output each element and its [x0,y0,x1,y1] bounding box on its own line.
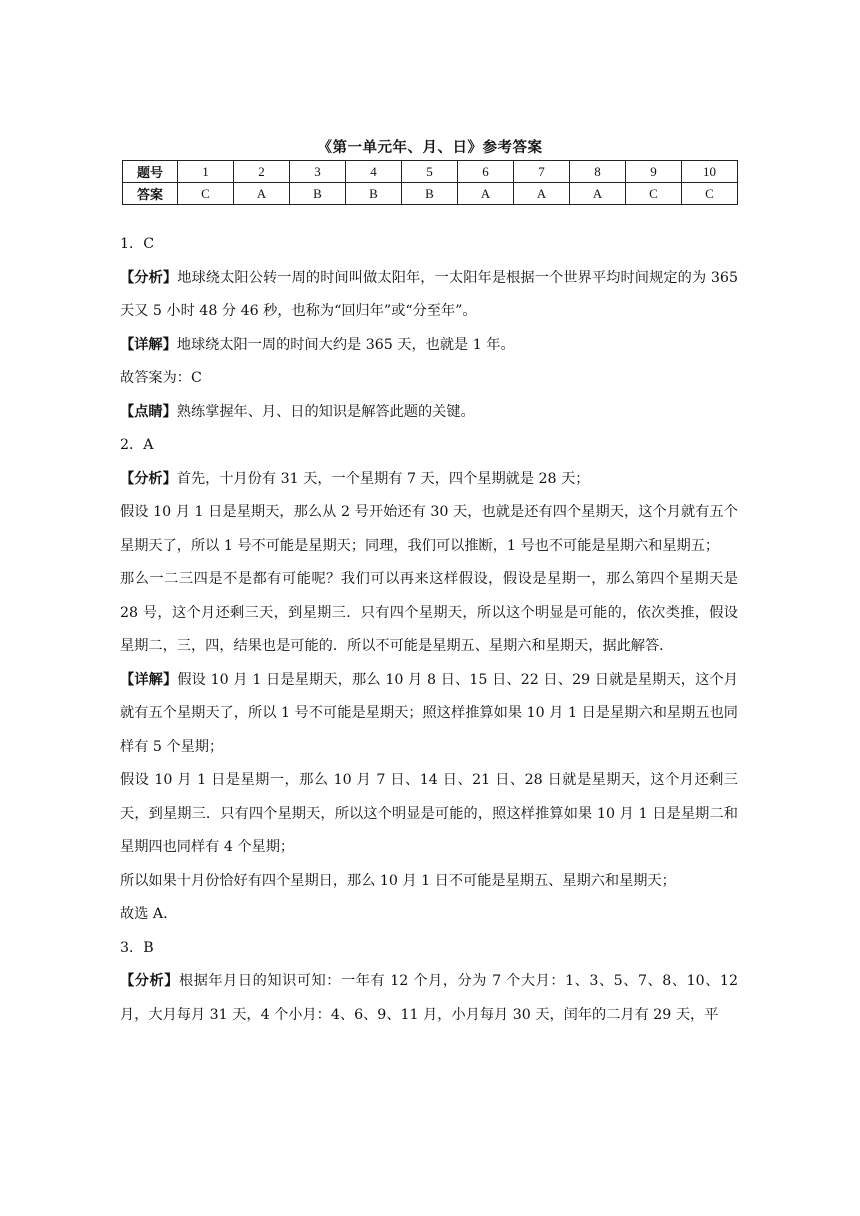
section-tag: 【分析】 [120,973,179,989]
paragraph-text: 2．A [120,437,154,453]
answer-cell: B [290,183,346,205]
answer-cell: B [346,183,402,205]
paragraph [120,463,738,497]
paragraph-text: 假设 10 月 1 日是星期天，那么从 2 号开始还有 30 天，也就是还有四个星期天，这个月就有五个星期天了，所以 1 号不可能是星期天；同理，我们可以推断，1 号也不可能是星期六和星期五； [120,504,738,554]
answer-cell: C [178,183,234,205]
paragraph-text: 故答案为：C [120,370,202,386]
paragraph [120,898,738,932]
paragraph-text: 那么一二三四是不是都有可能呢？我们可以再来这样假设，假设是星期一，那么第四个星期天是 28 号，这个月还剩三天，到星期三．只有四个星期天，所以这个明显是可能的，依次类推，假设星期二，三，四，结果也是可能的．所以不可能是星期五、星期六和星期天，据此解答． [120,571,743,654]
paragraph [120,932,738,966]
paragraph [120,496,738,563]
section-tag: 【分析】 [120,470,177,487]
paragraph [120,228,738,262]
question-number-cell: 2 [234,161,290,183]
question-number-cell: 8 [570,161,626,183]
question-number-cell: 4 [346,161,402,183]
paragraph [120,563,743,664]
paragraph [120,262,743,329]
answer-cell: A [234,183,290,205]
question-number-cell: 3 [290,161,346,183]
table-row-header: 题号 [123,161,178,183]
paragraph [120,965,743,1032]
paragraph [120,396,738,430]
section-tag: 【详解】 [120,336,177,353]
question-number-cell: 6 [458,161,514,183]
paragraph-text: 熟练掌握年、月、日的知识是解答此题的关键。 [176,403,475,420]
question-number-cell: 1 [178,161,234,183]
paragraph-text: 所以如果十月份恰好有四个星期日，那么 10 月 1 日不可能是星期五、星期六和星期天； [120,872,676,889]
paragraph-text: 根据年月日的知识可知：一年有 12 个月，分为 7 个大月：1、3、5、7、8、10、12 月，大月每月 31 天，4 个小月：4、6、9、11 月，小月每月 30 天，闰年的二月有 29 天，平 [120,973,743,1023]
paragraph-text: 首先，十月份有 31 天，一个星期有 7 天，四个星期就是 28 天； [176,470,590,487]
answer-table [122,160,738,205]
question-number-cell: 9 [626,161,682,183]
answer-cell: C [626,183,682,205]
page-title: 《第一单元年、月、日》参考答案 [317,140,543,156]
answer-cell: A [570,183,626,205]
section-tag: 【点睛】 [120,403,177,420]
table-row-header: 答案 [123,183,178,205]
table-row [123,183,738,205]
question-number-cell: 7 [514,161,570,183]
answer-cell: B [402,183,458,205]
paragraph-text: 假设 10 月 1 日是星期天，那么 10 月 8 日、15 日、22 日、29 日就是星期天，这个月就有五个星期天了，所以 1 号不可能是星期天；照这样推算如果 10 月 1 日是星期六和星期五也同样有 5 个星期； [120,671,738,755]
paragraph-text: 地球绕太阳一周的时间大约是 365 天，也就是 1 年。 [176,336,515,353]
answer-cell: A [514,183,570,205]
question-number-cell: 5 [402,161,458,183]
paragraph [120,429,738,463]
paragraph-text: 3．B [120,939,154,956]
paragraph [120,764,738,865]
paragraph-text: 假设 10 月 1 日是星期一，那么 10 月 7 日、14 日、21 日、28 日就是星期天，这个月还剩三天，到星期三．只有四个星期天，所以这个明显是可能的，照这样推算如果 10 月 1 日是星期二和星期四也同样有 4 个星期； [120,772,738,855]
paragraph-text: 故选 A． [120,906,178,922]
paragraph-text: 地球绕太阳公转一周的时间叫做太阳年，一太阳年是根据一个世界平均时间规定的为 365 天又 5 小时 48 分 46 秒，也称为“回归年”或“分至年”。 [120,269,743,319]
paragraph [120,664,738,765]
table-row [123,161,738,183]
answer-cell: C [682,183,738,205]
question-number-cell: 10 [682,161,738,183]
paragraph [120,329,738,363]
paragraph [120,362,738,396]
section-tag: 【分析】 [120,269,178,286]
section-tag: 【详解】 [120,671,178,688]
answer-cell: A [458,183,514,205]
paragraph [120,865,738,899]
paragraph-text: 1．C [120,236,155,252]
answer-explanations [120,228,743,1032]
